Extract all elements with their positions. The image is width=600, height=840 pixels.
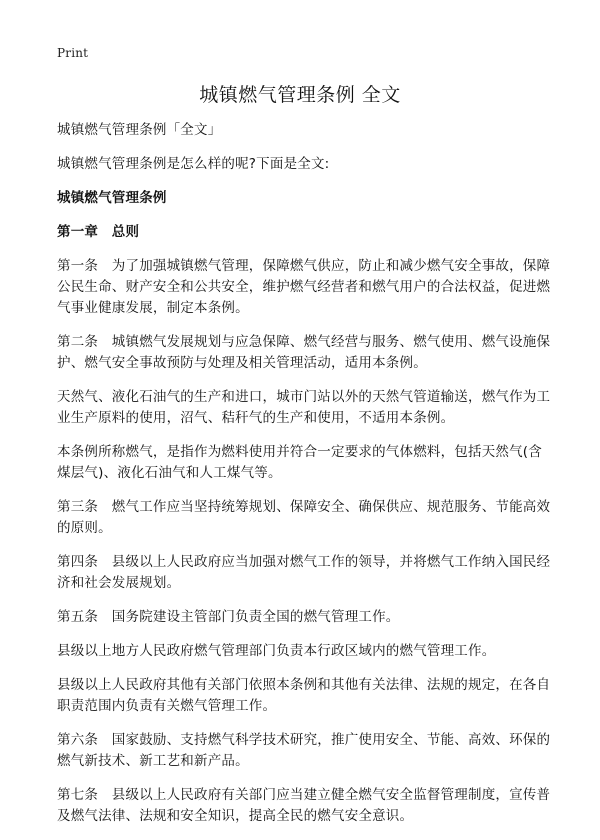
law-heading: 城镇燃气管理条例 [57, 190, 167, 206]
article-7: 第七条 县级以上人民政府有关部门应当建立健全燃气安全监督管理制度，宣传普及燃气法律、法规和安全知识，提高全民的燃气安全意识。 [57, 787, 551, 824]
page-title: 城镇燃气管理条例 全文 [199, 84, 401, 106]
article-6: 第六条 国家鼓励、支持燃气科学技术研究，推广使用安全、节能、高效、环保的燃气新技术、新工艺和新产品。 [57, 732, 551, 769]
gas-definition: 本条例所称燃气，是指作为燃料使用并符合一定要求的气体燃料，包括天然气(含煤层气)、液化石油气和人工煤气等。 [57, 444, 542, 481]
print-link[interactable]: Print [57, 46, 89, 60]
document-body [57, 120, 553, 840]
article-3: 第三条 燃气工作应当坚持统筹规划、保障安全、确保供应、规范服务、节能高效的原则。 [57, 499, 551, 536]
intro-question: 城镇燃气管理条例是怎么样的呢?下面是全文: [57, 156, 330, 172]
article-1: 第一条 为了加强城镇燃气管理，保障燃气供应，防止和减少燃气安全事故，保障公民生命、财产安全和公共安全，维护燃气经营者和燃气用户的合法权益，促进燃气事业健康发展，制定本条例。 [57, 258, 551, 316]
article-4: 第四条 县级以上人民政府应当加强对燃气工作的领导，并将燃气工作纳入国民经济和社会发展规划。 [57, 554, 551, 591]
article-5: 第五条 国务院建设主管部门负责全国的燃气管理工作。 [57, 609, 400, 625]
article-5-local: 县级以上地方人民政府燃气管理部门负责本行政区域内的燃气管理工作。 [57, 643, 496, 659]
intro-line: 城镇燃气管理条例「全文」 [57, 122, 222, 138]
article-5-other-departments: 县级以上人民政府其他有关部门依照本条例和其他有关法律、法规的规定，在各自职责范围内负责有关燃气管理工作。 [57, 677, 551, 714]
article-2-exclusions: 天然气、液化石油气的生产和进口，城市门站以外的天然气管道输送，燃气作为工业生产原料的使用，沼气、秸秆气的生产和使用，不适用本条例。 [57, 389, 551, 426]
article-2: 第二条 城镇燃气发展规划与应急保障、燃气经营与服务、燃气使用、燃气设施保护、燃气安全事故预防与处理及相关管理活动，适用本条例。 [57, 334, 551, 371]
chapter-heading: 第一章 总则 [57, 224, 140, 240]
